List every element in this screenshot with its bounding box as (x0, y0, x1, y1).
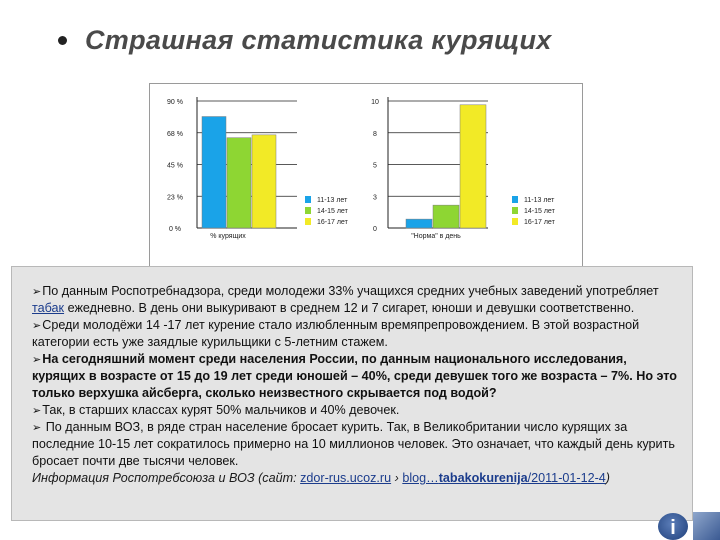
paragraph-1 (32, 283, 682, 317)
bar (406, 219, 432, 228)
source-link-bold: tabakokurenija (438, 471, 528, 485)
legend-swatch (305, 218, 311, 225)
arrow-bullet-icon: ➢ (32, 404, 42, 417)
p2-text: Среди молодёжи 14 -17 лет курение стало излюбленным времяпрепровождением. В этой возрастной категории есть уже заядлые курильщики с 5-летним стажем. (32, 318, 640, 349)
paragraph-3 (32, 351, 682, 402)
legend-swatch (512, 218, 518, 225)
source-close: ) (605, 471, 610, 485)
bullet-icon (58, 36, 67, 45)
p1-text-end: ежедневно. В день они выкуривают в среднем 12 и 7 сигарет, юноши и девушки соответственно. (64, 301, 635, 315)
legend-label: 11-13 лет (524, 197, 555, 204)
x-axis-label: % курящих (210, 233, 246, 240)
y-tick-label: 90 % (167, 99, 183, 106)
bar (227, 138, 251, 228)
y-tick-label: 68 % (167, 130, 183, 138)
paragraph-5 (32, 419, 682, 470)
y-tick-label: 0 (373, 226, 377, 233)
y-tick-label: 23 % (167, 194, 183, 202)
arrow-bullet-icon: ➢ (32, 353, 42, 366)
source-label: Информация Роспотребсоюза и ВОЗ (сайт: (32, 471, 301, 485)
chart-panel (149, 83, 583, 268)
legend-label: 14-15 лет (524, 208, 555, 215)
p5-text: По данным ВОЗ, в ряде стран население бросает курить. Так, в Великобритании число курящих за последние 10-15 лет сократилось примерно на 10 миллионов человек. Это означает, что каждый день курить бросает почти две тысячи человек. (32, 420, 675, 468)
arrow-bullet-icon: ➢ (32, 421, 42, 434)
p4-text: Так, в старших классах курят 50% мальчиков и 40% девочек. (42, 403, 400, 417)
info-nav-button[interactable]: i (658, 513, 688, 540)
source-link-suffix: /2011-01-12-4 (527, 471, 606, 485)
source-separator: › (391, 471, 403, 485)
y-tick-label: 8 (373, 130, 377, 138)
paragraph-2 (32, 317, 682, 351)
legend-label: 16-17 лет (317, 219, 348, 226)
legend-swatch (512, 207, 518, 214)
legend-label: 11-13 лет (317, 197, 348, 204)
source-link-site[interactable]: zdor-rus.ucoz.ru (300, 471, 392, 485)
arrow-bullet-icon: ➢ (32, 285, 42, 298)
source-line (32, 470, 682, 487)
legend-label: 14-15 лет (317, 208, 348, 215)
y-tick-label: 10 (371, 99, 379, 106)
text-box (11, 266, 693, 521)
y-tick-label: 5 (373, 162, 377, 170)
bar (433, 205, 459, 228)
paragraph-4 (32, 402, 682, 419)
source-link-prefix: blog… (402, 471, 439, 485)
charts-svg (150, 84, 582, 267)
corner-decoration (693, 512, 720, 540)
bar (252, 135, 276, 228)
y-tick-label: 3 (373, 194, 377, 202)
legend-swatch (305, 207, 311, 214)
source-link-article[interactable] (402, 471, 605, 485)
y-tick-label: 45 % (167, 162, 183, 170)
tobacco-link[interactable]: табак (32, 301, 65, 315)
legend-label: 16-17 лет (524, 219, 555, 226)
arrow-bullet-icon: ➢ (32, 319, 42, 332)
p3-text: На сегодняшний момент среди населения России, по данным национального исследования, курящих в возрасте от 15 до 19 лет среди юношей – 40%, среди девушек того же возраста – 7%. Но это только верхушка айсберга, сколько неизвестного скрывается под водой? (32, 352, 677, 400)
p1-text-start: По данным Роспотребнадзора, среди молодежи 33% учащихся средних учебных заведений употребляет (42, 284, 659, 298)
bar (202, 117, 226, 228)
slide-title (52, 16, 672, 64)
page-title: Страшная статистика курящих (85, 24, 552, 55)
bar (460, 105, 486, 228)
legend-swatch (305, 196, 311, 203)
legend-swatch (512, 196, 518, 203)
y-tick-label: 0 % (168, 226, 182, 233)
x-axis-label: "Норма" в день (411, 233, 461, 240)
